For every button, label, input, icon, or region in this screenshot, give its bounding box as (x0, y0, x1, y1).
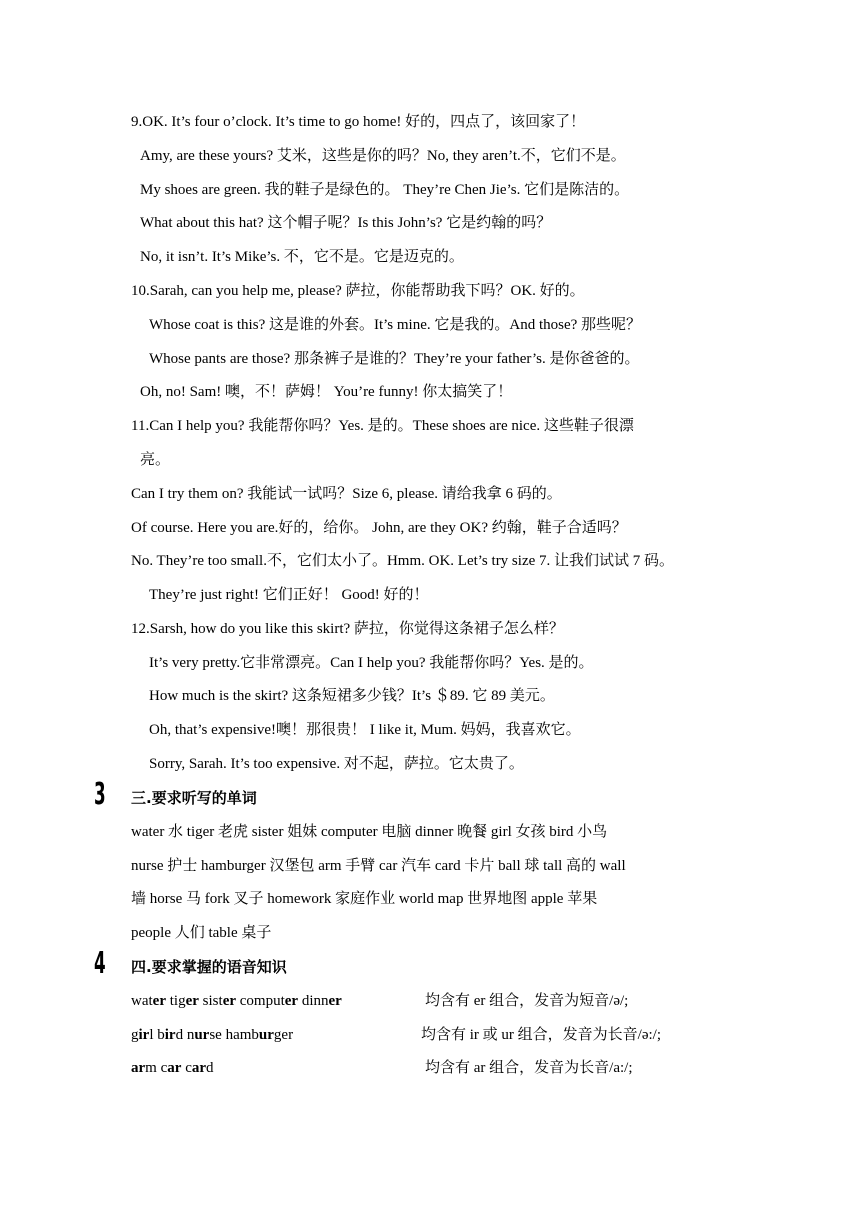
phonics-words (131, 1058, 214, 1078)
section-heading: 三.要求听写的单词 (131, 789, 257, 807)
dialogue-line: 12.Sarsh, how do you like this skirt? 萨拉，你觉得这条裙子怎么样？ (131, 621, 564, 637)
phonics-word: dinner (301, 993, 342, 1009)
phonics-word: arm (131, 1060, 157, 1076)
vocab-line: water 水 tiger 老虎 sister 姐妹 computer 电脑 dinner 晚餐 girl 女孩 bird 小鸟 (131, 824, 608, 840)
letter-combination: ir (164, 1027, 176, 1043)
letter-combination: er (152, 993, 166, 1009)
vocab-line: 墙 horse 马 fork 叉子 homework 家庭作业 world map 世界地图 apple 苹果 (131, 891, 598, 907)
phonics-word: hamburger (225, 1027, 294, 1043)
phonics-rule: 均含有 ir 或 ur 组合，发音为长音/ə:/; (421, 1027, 661, 1043)
phonics-word: tiger (169, 993, 199, 1009)
dialogue-line: No, it isn’t. It’s Mike’s. 不，它不是。它是迈克的。 (140, 249, 464, 265)
vocab-line: people 人们 table 桌子 (131, 925, 272, 941)
dialogue-line: Amy, are these yours? 艾米，这些是你的吗？No, they aren’t.不，它们不是。 (140, 148, 626, 164)
phonics-word: car (160, 1060, 182, 1076)
dialogue-line: 11.Can I help you? 我能帮你吗？Yes. 是的。These shoes are nice. 这些鞋子很漂 (131, 418, 634, 434)
phonics-word: bird (157, 1027, 184, 1043)
letter-combination: er (222, 993, 237, 1009)
letter-combination: ar (191, 1060, 207, 1076)
section-heading: 四.要求掌握的语音知识 (131, 958, 287, 976)
dialogue-line: 亮。 (140, 452, 171, 468)
dialogue-line: Sorry, Sarah. It’s too expensive. 对不起，萨拉。它太贵了。 (149, 756, 524, 772)
letter-combination: ar (131, 1060, 146, 1076)
letter-combination: ir (138, 1027, 150, 1043)
phonics-rule: 均含有 ar 组合，发音为长音/a:/; (425, 1060, 633, 1076)
letter-combination: er (328, 993, 342, 1009)
section-number: 4 (94, 946, 106, 981)
dialogue-line: Oh, that’s expensive!噢！那很贵！ I like it, Mum. 妈妈，我喜欢它。 (149, 722, 581, 738)
vocab-line: nurse 护士 hamburger 汉堡包 arm 手臂 car 汽车 card 卡片 ball 球 tall 高的 wall (131, 858, 626, 874)
phonics-word: card (185, 1060, 214, 1076)
letter-combination: ar (167, 1060, 182, 1076)
phonics-words (131, 1025, 293, 1045)
letter-combination: er (284, 993, 299, 1009)
dialogue-line: No. They’re too small.不，它们太小了。Hmm. OK. Let’s try size 7. 让我们试试 7 码。 (131, 553, 675, 569)
dialogue-line: How much is the skirt? 这条短裙多少钱？It’s ＄89. 它 89 美元。 (149, 688, 555, 704)
dialogue-line: My shoes are green. 我的鞋子是绿色的。 They’re Chen Jie’s. 它们是陈洁的。 (140, 182, 630, 198)
dialogue-line: Of course. Here you are.好的，给你。 John, are they OK? 约翰，鞋子合适吗？ (131, 520, 627, 536)
phonics-word: girl (131, 1027, 154, 1043)
section-number: 3 (94, 777, 106, 812)
phonics-word: water (131, 993, 166, 1009)
phonics-words (131, 991, 342, 1011)
dialogue-line: They’re just right! 它们正好！ Good! 好的！ (149, 587, 429, 603)
letter-combination: ur (258, 1027, 274, 1043)
phonics-word: nurse (186, 1027, 222, 1043)
phonics-rule: 均含有 er 组合，发音为短音/ə/; (425, 993, 629, 1009)
dialogue-line: Whose coat is this? 这是谁的外套。It’s mine. 它是我的。And those? 那些呢？ (149, 317, 642, 333)
letter-combination: ur (194, 1027, 210, 1043)
dialogue-line: Oh, no! Sam! 噢，不！萨姆！ You’re funny! 你太搞笑了！ (140, 384, 513, 400)
dialogue-line: What about this hat? 这个帽子呢？Is this John’s? 它是约翰的吗？ (140, 215, 552, 231)
phonics-word: computer (239, 993, 299, 1009)
dialogue-line: 10.Sarah, can you help me, please? 萨拉，你能帮助我下吗？OK. 好的。 (131, 283, 585, 299)
letter-combination: er (185, 993, 199, 1009)
phonics-word: sister (202, 993, 237, 1009)
dialogue-line: It’s very pretty.它非常漂亮。Can I help you? 我能帮你吗？Yes. 是的。 (149, 655, 594, 671)
dialogue-line: Can I try them on? 我能试一试吗？Size 6, please. 请给我拿 6 码的。 (131, 486, 562, 502)
dialogue-line: 9.OK. It’s four o’clock. It’s time to go home! 好的，四点了，该回家了！ (131, 114, 586, 130)
dialogue-line: Whose pants are those? 那条裤子是谁的？They’re your father’s. 是你爸爸的。 (149, 351, 640, 367)
